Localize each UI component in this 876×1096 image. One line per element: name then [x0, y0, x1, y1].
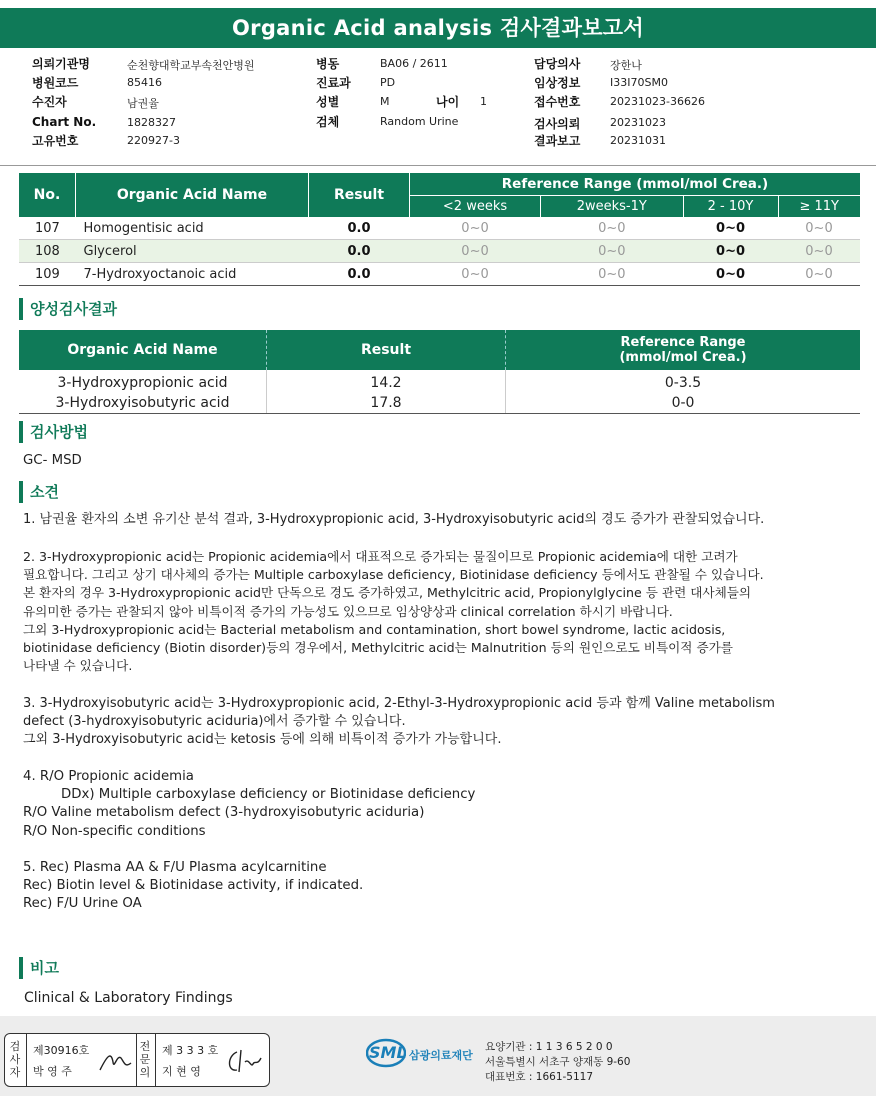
table-row: [19, 217, 860, 240]
ward-value: BA06 / 2611: [380, 57, 448, 70]
divider: [136, 1034, 137, 1086]
sex-value: M: [380, 95, 390, 108]
row-ref: 0~0: [410, 263, 541, 286]
ref-sub-3: ≥ 11Y: [778, 196, 860, 218]
row-ref: 0~0: [541, 217, 684, 240]
row-ref: 0~0: [683, 240, 778, 263]
ref-sub-1: 2weeks-1Y: [541, 196, 684, 218]
table-row: [19, 240, 860, 263]
org-location: 서울특별시 서초구 양재동 9-60: [485, 1056, 631, 1068]
pos-row-result: 17.8: [267, 393, 506, 414]
pos-row-name: 3-Hydroxypropionic acid: [19, 370, 267, 393]
institution-label: 의뢰기관명: [32, 57, 90, 71]
row-name: Homogentisic acid: [76, 217, 309, 240]
findings-paragraph-3: 3. 3-Hydroxyisobutyric acid는 3-Hydroxypropionic acid, 2-Ethyl-3-Hydroxypropionic acid 등과 함께 Valine metabolism defect (3-hydroxyisobutyric aciduria)에서 증가할 수 있습니다. 그외 3-Hydroxyisobutyric acid는 ketosis 등에 의해 비특이적 증가가 가능합니다.: [23, 696, 775, 748]
row-no: 109: [19, 263, 76, 286]
pos-name-header: Organic Acid Name: [19, 330, 267, 370]
specimen-label: 검체: [316, 115, 340, 129]
report-date-label: 결과보고: [534, 134, 581, 148]
receipt-value: 20231023-36626: [610, 95, 705, 108]
row-ref: 0~0: [410, 217, 541, 240]
row-ref: 0~0: [541, 263, 684, 286]
divider: [26, 1034, 27, 1086]
positive-results-heading: 양성검사결과: [19, 298, 117, 320]
specimen-value: Random Urine: [380, 115, 459, 128]
clinical-value: I33I70SM0: [610, 76, 668, 89]
col-name-header: Organic Acid Name: [76, 173, 309, 217]
row-no: 107: [19, 217, 76, 240]
org-code: 요양기관 : 1 1 3 6 5 2 0 0: [485, 1041, 613, 1053]
hospital-code-label: 병원코드: [32, 76, 79, 90]
row-ref: 0~0: [778, 240, 860, 263]
sex-label: 성별: [316, 95, 340, 109]
row-ref: 0~0: [778, 217, 860, 240]
tester-signature: [97, 1048, 133, 1076]
divider: [155, 1034, 156, 1086]
org-phone: 대표번호 : 1661-5117: [485, 1071, 594, 1083]
col-result-header: Result: [309, 173, 410, 217]
specialist-license: 제 3 3 3 호: [162, 1044, 219, 1057]
doctor-value: 장한나: [610, 59, 642, 72]
row-name: 7-Hydroxyoctanoic acid: [76, 263, 309, 286]
row-result: 0.0: [309, 240, 410, 263]
patient-info: [0, 55, 876, 167]
pos-row-ref: 0-0: [506, 393, 861, 414]
pos-row-name: 3-Hydroxyisobutyric acid: [19, 393, 267, 414]
logo-text: SML: [369, 1043, 407, 1062]
row-ref: 0~0: [541, 240, 684, 263]
report-date-value: 20231031: [610, 134, 666, 147]
institution-value: 순천향대학교부속천안병원: [127, 59, 255, 72]
findings-paragraph-2: 2. 3-Hydroxypropionic acid는 Propionic acidemia에서 대표적으로 증가되는 물질이므로 Propionic acidemia에 대한 고려가 필요합니다. 그리고 상기 대사체의 증가는 Multiple carboxylase deficiency, Biotinidase deficiency 등에서도 관찰될 수 있습니다. 본 환자의 경우 3-Hydroxypropionic acid만 단독으로 경도 증가하였고, Methylcitric acid, Propionylglycine 등 관련 대사체들의 유의미한 증가는 관찰되지 않아 비특이적 증가의 가능성도 있으므로 임상양상과 clinical correlation 하시기 바랍니다. 그외 3-Hydroxypropionic acid는 Bacterial metabolism and contamination, short bowel syndrome, lactic acidosis, biotinidase deficiency (Biotin disorder)등의 경우에서, Methylcitric acid는 Malnutrition 등의 원인으로도 비특이적 증가를 나타낼 수 있습니다.: [23, 549, 764, 674]
tester-label: 검사자: [9, 1040, 21, 1079]
dept-label: 진료과: [316, 76, 351, 90]
signature-box: [4, 1033, 270, 1087]
chart-label: Chart No.: [32, 115, 97, 129]
unique-value: 220927-3: [127, 134, 180, 147]
method-heading: 검사방법: [19, 421, 88, 443]
org-address: [485, 1040, 630, 1085]
table-row: [19, 263, 860, 286]
ward-label: 병동: [316, 57, 340, 71]
chart-value: 1828327: [127, 116, 176, 129]
dept-value: PD: [380, 76, 396, 89]
divider: [0, 165, 876, 166]
pos-ref-header: [506, 330, 861, 370]
findings-paragraph-5: 5. Rec) Plasma AA & F/U Plasma acylcarnitine Rec) Biotin level & Biotinidase activity, if indicated. Rec) F/U Urine OA: [23, 860, 364, 912]
tester-license: 제30916호: [33, 1044, 90, 1057]
request-label: 검사의뢰: [534, 117, 581, 131]
pos-row-result: 14.2: [267, 370, 506, 393]
pos-result-header: Result: [267, 330, 506, 370]
patient-label: 수진자: [32, 95, 67, 109]
receipt-label: 접수번호: [534, 95, 581, 109]
table-row: [19, 370, 860, 393]
clinical-label: 임상정보: [534, 76, 581, 90]
report-title: Organic Acid analysis 검사결과보고서: [0, 8, 876, 48]
col-ref-header: Reference Range (mmol/mol Crea.): [410, 173, 861, 196]
row-ref: 0~0: [410, 240, 541, 263]
hospital-code-value: 85416: [127, 76, 162, 89]
row-name: Glycerol: [76, 240, 309, 263]
row-no: 108: [19, 240, 76, 263]
request-value: 20231023: [610, 116, 666, 129]
org-name: 삼광의료재단: [409, 1049, 473, 1062]
pos-ref-header-line2: (mmol/mol Crea.): [619, 350, 747, 365]
doctor-label: 담당의사: [534, 57, 581, 71]
method-text: GC- MSD: [23, 453, 82, 468]
pos-row-ref: 0-3.5: [664, 375, 702, 391]
row-result: 0.0: [309, 217, 410, 240]
remarks-text: Clinical & Laboratory Findings: [24, 990, 233, 1006]
row-ref: 0~0: [683, 263, 778, 286]
tester-name: 박 영 주: [33, 1065, 72, 1078]
findings-heading: 소견: [19, 481, 59, 503]
ref-sub-2: 2 - 10Y: [683, 196, 778, 218]
specialist-label: 전문의: [139, 1040, 151, 1079]
row-ref: 0~0: [683, 217, 778, 240]
age-value: 1: [480, 95, 487, 108]
specialist-name: 지 현 영: [162, 1065, 201, 1078]
ref-sub-0: <2 weeks: [410, 196, 541, 218]
age-label: 나이: [436, 95, 460, 109]
remarks-heading: 비고: [19, 957, 59, 979]
table-row: [19, 393, 860, 414]
row-ref: 0~0: [778, 263, 860, 286]
specialist-signature: [223, 1046, 263, 1078]
findings-paragraph-1: 1. 남권율 환자의 소변 유기산 분석 결과, 3-Hydroxypropionic acid, 3-Hydroxyisobutyric acid의 경도 증가가 관찰되었습니다.: [23, 512, 765, 527]
organic-acid-table: [19, 173, 860, 286]
patient-value: 남권율: [127, 97, 159, 110]
pos-ref-header-line1: Reference Range: [620, 335, 746, 350]
findings-paragraph-4: 4. R/O Propionic acidemia DDx) Multiple carboxylase deficiency or Biotinidase deficiency R/O Valine metabolism defect (3-hydroxyisobutyric aciduria) R/O Non-specific conditions: [23, 769, 476, 839]
row-result: 0.0: [309, 263, 410, 286]
positive-results-table: [19, 330, 860, 414]
unique-label: 고유번호: [32, 134, 79, 148]
col-no-header: No.: [19, 173, 76, 217]
